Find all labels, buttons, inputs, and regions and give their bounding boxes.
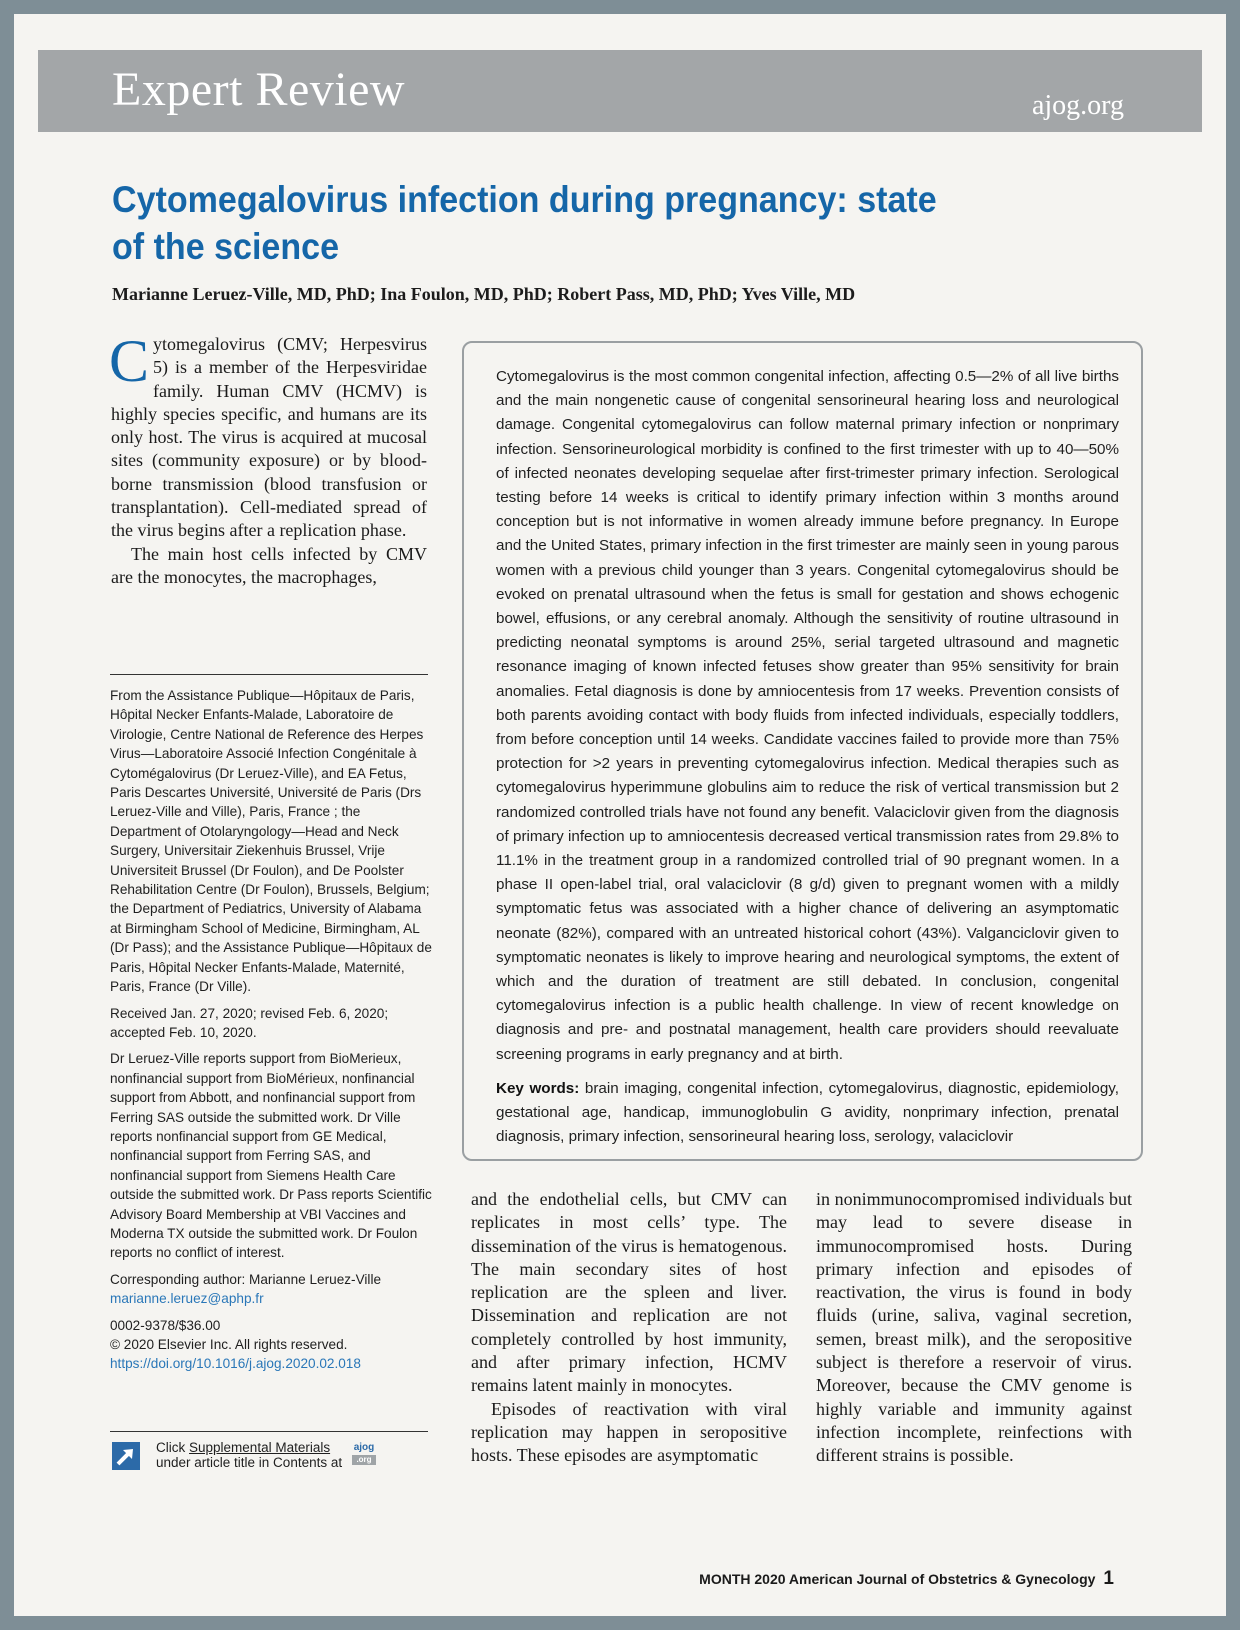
section-label: Expert Review [112,63,406,116]
article-notes [110,686,435,1381]
disclosure-note: Dr Leruez-Ville reports support from BioMerieux, nonfinancial support from BioMérieux, nonfinancial support from Abbott, and nonfinancial support from Ferring SAS outside the submitted work. Dr Ville reports nonfinancial support from GE Medical, nonfinancial support from Ferring SAS, and nonfinancial support from Siemens Health Care outside the submitted work. Dr Pass reports Scientific Advisory Board Membership at VBI Vaccines and Moderna TX outside the submitted work. Dr Foulon reports no conflict of interest. [110,1051,432,1261]
intro-paragraph-2: The main host cells infected by CMV are the monocytes, the macrophages, [111,543,427,587]
corresponding-author: Corresponding author: Marianne Leruez-Ville [110,1271,382,1287]
supplemental-materials-notice [110,1431,428,1470]
author-list: Marianne Leruez-Ville, MD, PhD; Ina Foulon, MD, PhD; Robert Pass, MD, PhD; Yves Ville, MD [112,284,856,304]
journal-page [14,14,1226,1616]
supplemental-text [156,1440,342,1470]
drop-cap: C [109,328,150,394]
intro-paragraph-1-text: ytomegalovirus (CMV; Herpesvirus 5) is a member of the Herpesviridae family. Human CMV (HCMV) is highly species specific, and humans are its only host. The virus is acquired at mucosal sites (community exposure) or by blood-borne transmission (blood transfusion or transplantation). Cell-mediated spread of the virus begins after a replication phase. [111,334,427,541]
keywords [496,1077,1119,1150]
supplemental-click: Click [156,1440,186,1455]
abstract-box [462,341,1143,1161]
keywords-list: brain imaging, congenital infection, cytomegalovirus, diagnostic, epidemiology, gestational age, handicap, immunoglobulin G avidity, nonprimary infection, prenatal diagnosis, primary infection, sensorineural hearing loss, serology, valaciclovir [496,1079,1119,1146]
page-number: 1 [1103,1568,1114,1589]
ajog-logo [352,1442,376,1468]
running-footer [699,1568,1114,1590]
body-column-2 [471,1188,787,1468]
intro-paragraph-1 [109,328,427,543]
body-paragraph: and the endothelial cells, but CMV can replicates in most cells’ type. The dissemination of the virus is hematogenous. The main secondary sites of host replication are the spleen and liver. Dissemination and replication are not completely controlled by host immunity, and after primary infection, HCMV remains latent mainly in monocytes. [471,1189,787,1396]
abstract-text: Cytomegalovirus is the most common congenital infection, affecting 0.5—2% of all live births and the main nongenetic cause of congenital sensorineural hearing loss and neurological damage. Congenital cytomegalovirus can follow maternal primary infection or nonprimary infection. Sensorineurological morbidity is confined to the first trimester with up to 40—50% of infected neonates developing sequelae after first-trimester primary infection. Serological testing before 14 weeks is critical to identify primary infection within 3 months around conception but is not informative in women already immune before pregnancy. In Europe and the United States, primary infection in the first trimester are mainly seen in young parous women with a previous child younger than 3 years. Congenital cytomegalovirus should be evoked on prenatal ultrasound when the fetus is small for gestation and shows echogenic bowel, effusions, or any cerebral anomaly. Although the sensitivity of routine ultrasound in predicting neonatal symptoms is around 25%, serial targeted ultrasound and magnetic resonance imaging of known infected fetuses show greater than 95% sensitivity for brain anomalies. Fetal diagnosis is done by amniocentesis from 17 weeks. Prevention consists of both parents avoiding contact with body fluids from infected individuals, especially toddlers, from before conception until 14 weeks. Candidate vaccines failed to provide more than 75% protection for >2 years in preventing cytomegalovirus infection. Medical therapies such as cytomegalovirus hyperimmune globulins aim to reduce the risk of vertical transmission but 2 randomized controlled trials have not found any benefit. Valaciclovir given from the diagnosis of primary infection up to amniocentesis decreased vertical transmission rates from 29.8% to 11.1% in the treatment group in a randomized controlled trial of 90 pregnant women. In a phase II open-label trial, oral valaciclovir (8 g/d) given to pregnant women with a mildly symptomatic fetus was associated with a higher chance of delivering an asymptomatic neonate (82%), compared with an untreated historical cohort (43%). Valganciclovir given to symptomatic neonates is likely to improve hearing and neurological symptoms, the extent of which and the duration of treatment are still debated. In conclusion, congenital cytomegalovirus infection is a public health challenge. In view of recent knowledge on diagnosis and pre- and postnatal management, health care providers should reevaluate screening programs in early pregnancy and at birth. [496,368,1119,1063]
section-banner [38,50,1202,132]
intro-column [109,328,427,589]
ajog-logo-top: ajog [353,1442,375,1453]
ajog-logo-bottom: .org [352,1455,376,1465]
corresponding-email-link[interactable]: marianne.leruez@aphp.fr [110,1291,264,1307]
body-column-3 [816,1188,1132,1468]
article-title: Cytomegalovirus infection during pregnancy: state of the science [112,179,937,267]
footnote-divider [110,674,428,675]
running-footer-text: MONTH 2020 American Journal of Obstetrics & Gynecology [699,1571,1096,1587]
price-code: 0002-9378/$36.00 [110,1317,221,1333]
doi-link[interactable]: https://doi.org/10.1016/j.ajog.2020.02.018 [110,1356,361,1372]
supplemental-line2: under article title in Contents at [156,1455,343,1470]
copyright-note: © 2020 Elsevier Inc. All rights reserved. [110,1337,348,1352]
supplemental-materials-link[interactable]: Supplemental Materials [189,1440,331,1455]
body-paragraph: in nonimmunocompromised individuals but may lead to severe disease in immunocompromised hosts. During primary infection and episodes of reactivation, the virus is found in body fluids (urine, saliva, vaginal secretion, semen, breast milk), and the seropositive subject is therefore a reservoir of virus. Moreover, because the CMV genome is highly variable and immunity against infection incomplete, reinfections with different strains is possible. [816,1189,1132,1466]
body-paragraph: Episodes of reactivation with viral replication may happen in seropositive hosts. These episodes are asymptomatic [471,1398,787,1466]
keywords-label: Key words: [496,1079,580,1097]
affiliation-note: From the Assistance Publique—Hôpitaux de Paris, Hôpital Necker Enfants-Malade, Laboratoire de Virologie, Centre National de Reference des Herpes Virus—Laboratoire Associé Infection Congénitale à Cytomégalovirus (Dr Leruez-Ville), and EA Fetus, Paris Descartes Université, Université de Paris (Drs Leruez-Ville and Ville), Paris, France ; the Department of Otolaryngology—Head and Neck Surgery, Universitair Ziekenhuis Brussel, Vrije Universiteit Brussel (Dr Foulon), and De Poolster Rehabilitation Centre (Dr Foulon), Brussels, Belgium; the Department of Pediatrics, University of Alabama at Birmingham School of Medicine, Birmingham, AL (Dr Pass); and the Assistance Publique—Hôpitaux de Paris, Hôpital Necker Enfants-Malade, Maternité, Paris, France (Dr Ville). [110,688,432,995]
journal-site: ajog.org [1031,90,1124,121]
received-dates: Received Jan. 27, 2020; revised Feb. 6, 2020; accepted Feb. 10, 2020. [110,1005,389,1040]
arrow-icon [112,1442,140,1470]
